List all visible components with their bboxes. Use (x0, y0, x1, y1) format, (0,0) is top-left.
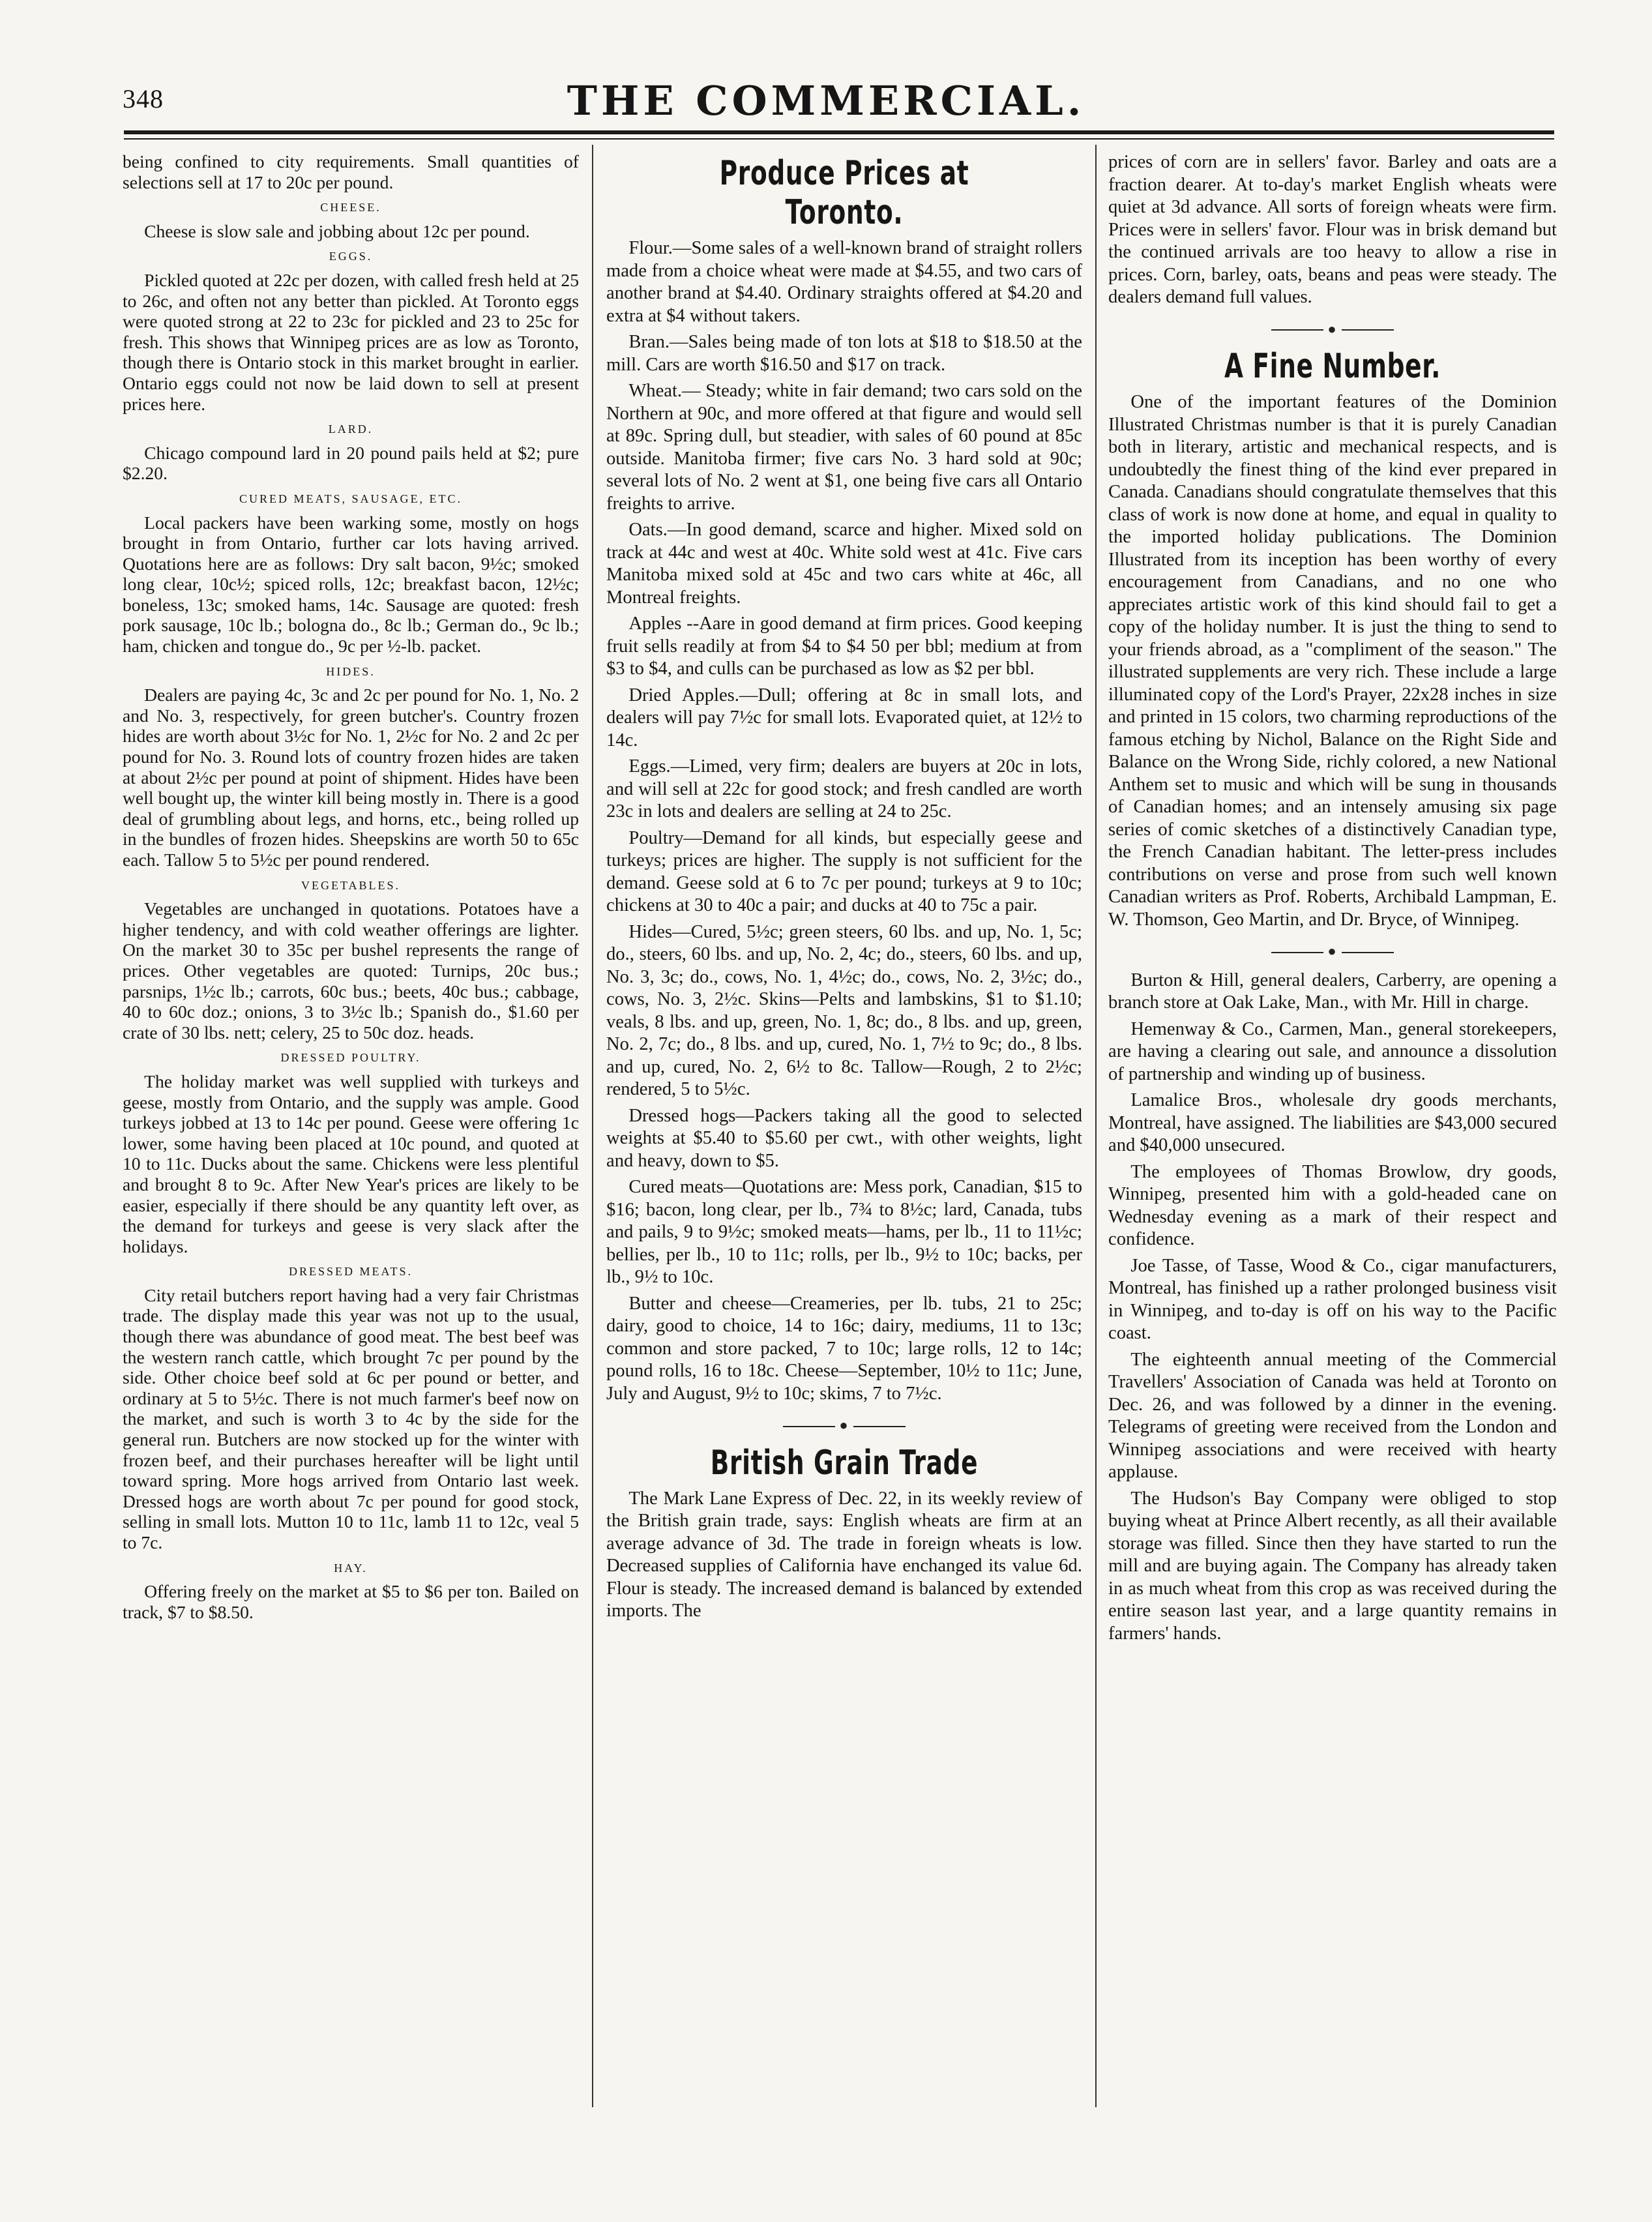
column-3 (1108, 151, 1557, 2114)
headline-british-grain: British Grain Trade (710, 1443, 979, 1483)
subhead-hides: HIDES. (326, 664, 376, 678)
headline-fine-number: A Fine Number. (1224, 347, 1441, 386)
paragraph-eggs: Pickled quoted at 22c per dozen, with called fresh held at 25 to 26c, and often not any better than pickled. At Toronto eggs were quoted strong at 22 to 23c for pickled and 23 to 25c for fresh. This shows that Winnipeg prices are as low as Toronto, though there is Ontario stock in this market brought in earlier. Ontario eggs could not now be laid down to sell at present prices here. (123, 269, 579, 414)
paragraph-travellers: The eighteenth annual meeting of the Commercial Travellers' Association of Canada was held at Toronto on Dec. 26, and was followed by a dinner in the evening. Telegrams of greeting were received from the London and Winnipeg associations and were received with hearty applause. (1108, 1349, 1557, 1482)
paragraph-dried-apples: Dried Apples.—Dull; offering at 8c in small lots, and dealers will pay 7½c for small lots. Evaporated quiet, at 12½ to 14c. (606, 685, 1082, 750)
subhead-eggs: EGGS. (329, 250, 373, 263)
paragraph-intro: being confined to city requirements. Small quantities of selections sell at 17 to 20c per pound. (123, 151, 579, 192)
page-number: 348 (123, 84, 164, 113)
paragraph-dressed-hogs: Dressed hogs—Packers taking all the good to selected weights at $5.40 to $5.60 per cwt., with other weights, light and heavy, down to $5. (606, 1105, 1082, 1171)
subhead-hay: HAY. (334, 1561, 368, 1575)
paragraph-grain-continued: prices of corn are in sellers' favor. Barley and oats are a fraction dearer. At to-day's market English wheats were quiet at 3d advance. All sorts of foreign wheats were firm. Prices were in sellers' favor. Flour was in brisk demand but the continued arrivals are too heavy to allow a rise in prices. Corn, barley, oats, beans and peas were steady. The dealers demand full values. (1108, 152, 1557, 307)
column-1 (123, 151, 579, 2114)
paragraph-cheese: Cheese is slow sale and jobbing about 12c per pound. (144, 220, 530, 241)
paragraph-fine-number: One of the important features of the Dominion Illustrated Christmas number is that it is purely Canadian both in literary, artistic and mechanical respects, and is undoubtedly the finest thing of the kind ever prepared in Canada. Canadians should congratulate themselves that this class of work is now done at home, and equal in quality to the imported holiday publications. The Dominion Illustrated from its inception has been worthy of every encouragement from Canadians, and no one who appreciates artistic work of this kind should fail to get a copy of the holiday number. It is just the thing to send to your friends abroad, as a "compliment of the season." The illustrated supplements are very rich. These include a large illuminated copy of the Lord's Prayer, 22x28 inches in size and printed in 15 colors, two charming reproductions of the famous etching by Nichol, Balance on the Right Side and Balance on the Wrong Side, richly colored, a new National Anthem set to music and which will be sung in thousands of Canadian homes; and an intensely amusing six page series of comic sketches of a distinctively Canadian type, the French Canadian habitant. The letter-press includes contributions on verse and prose from such well known Canadian writers as Prof. Roberts, Archibald Lampman, E. W. Thomson, Geo Martin, and Dr. Bryce, of Winnipeg. (1108, 392, 1557, 930)
paragraph-dressed-poultry: The holiday market was well supplied with turkeys and geese, mostly from Ontario, and the supply was ample. Good turkeys jobbed at 13 to 14c per pound. Geese were offering 1c lower, some having been placed at 10c pound, and quoted at 10 to 11c. Ducks about the same. Chickens were less plentiful and brought 8 to 9c. After New Year's prices are likely to be easier, especially if there should be any quantity left over, as the demand for turkeys and geese is very slack after the holidays. (123, 1071, 579, 1256)
paragraph-bran: Bran.—Sales being made of ton lots at $18 to $18.50 at the mill. Cars are worth $16.50 and $17 on track. (606, 332, 1082, 375)
paragraph-british-grain: The Mark Lane Express of Dec. 22, in its weekly review of the British grain trade, says: English wheats are firm at an average advance of 3d. The trade in foreign wheats is low. Decreased supplies of California have enchanged its value 6d. Flour is steady. The increased demand is balanced by extended imports. The (606, 1488, 1082, 1621)
paragraph-cured-meats-toronto: Cured meats—Quotations are: Mess pork, Canadian, $15 to $16; bacon, long clear, per lb., 7¾ to 8½c; lard, Canada, tubs and pails, 9 to 9½c; smoked meats—hams, per lb., 11 to 11½c; bellies, per lb., 10 to 11c; rolls, per lb., 9½ to 10c; backs, per lb., 9½ to 10c. (606, 1177, 1082, 1287)
subhead-vegetables: VEGETABLES. (301, 878, 401, 892)
column-2 (606, 151, 1082, 2114)
paragraph-flour: Flour.—Some sales of a well-known brand of straight rollers made from a choice wheat were made at $4.55, and two cars of another brand at $4.40. Ordinary straights offered at $4.20 and extra at $4 without takers. (606, 238, 1082, 326)
paragraph-poultry-toronto: Poultry—Demand for all kinds, but especially geese and turkeys; prices are higher. The supply is not sufficient for the demand. Geese sold at 6 to 7c per pound; turkeys at 9 to 10c; chickens at 30 to 40c a pair; and ducks at 40 to 75c a pair. (606, 827, 1082, 915)
paragraph-dressed-meats: City retail butchers report having had a very fair Christmas trade. The display made this year was not up to the usual, though there was abundance of good meat. The best beef was the western ranch cattle, which brought 7c per pound by the side. Other choice beef sold at 6c per pound or better, and ordinary at 5 to 5½c. There is not much farmer's beef now on the market, and such is worth 3 to 4c by the side for the general run. Butchers are now stocked up for the winter with frozen beef, and their purchases hereafter will be light until toward spring. More hogs arrived from Ontario last week. Dressed hogs are worth about 7c per pound for good stock, selling in small lots. Mutton 10 to 11c, lamb 11 to 12c, veal 5 to 7c. (123, 1284, 579, 1552)
column-divider-1 (592, 145, 593, 2107)
paragraph-wheat: Wheat.— Steady; white in fair demand; two cars sold on the Northern at 90c, and more offered at that figure and would sell at 89c. Spring dull, but steadier, with sales of 60 pound at 85c outside. Manitoba firmer; five cars No. 3 hard sold at 90c; several lots of No. 2 went at $1, one being five cars all Ontario freights to arrive. (606, 381, 1082, 514)
paragraph-lamalice: Lamalice Bros., wholesale dry goods merchants, Montreal, have assigned. The liabilities are $43,000 secured and $40,000 unsecured. (1108, 1090, 1557, 1155)
subhead-cured-meats: CURED MEATS, SAUSAGE, ETC. (239, 492, 463, 505)
paragraph-hudsons-bay: The Hudson's Bay Company were obliged to stop buying wheat at Prince Albert recently, as all their available storage was filled. Since then they have started to run the mill and are buying again. The Company has already taken in as much wheat from this crop as was received during the entire season last year, and a large quantity remains in farmers' hands. (1108, 1488, 1557, 1644)
paragraph-hides: Dealers are paying 4c, 3c and 2c per pound for No. 1, No. 2 and No. 3, respectively, for green butcher's. Country frozen hides are worth about 3½c for No. 1, 2½c for No. 2 and 2c per pound for No. 3. Round lots of country frozen hides are taken at about 2½c per pound at point of shipment. Hides have been well bought up, the winter kill being mostly in. There is a good deal of grumbling about legs, and horns, etc., being rolled up in the bundles of frozen hides. Sheepskins are worth 50 to 65c each. Tallow 5 to 5½c per pound rendered. (123, 685, 579, 870)
column-divider-2 (1095, 145, 1097, 2107)
subhead-dressed-poultry: DRESSED POULTRY. (280, 1051, 421, 1065)
paragraph-tasse: Joe Tasse, of Tasse, Wood & Co., cigar manufacturers, Montreal, has finished up a rather prolonged business visit in Winnipeg, and to-day is off on his way to the Pacific coast. (1108, 1255, 1557, 1343)
paragraph-browlow: The employees of Thomas Browlow, dry goods, Winnipeg, presented him with a gold-headed cane on Wednesday evening as a mark of their respect and confidence. (1108, 1161, 1557, 1249)
subhead-dressed-meats: DRESSED MEATS. (288, 1265, 413, 1279)
headline-toronto-prices: Produce Prices at Toronto. (719, 154, 969, 232)
paragraph-hay: Offering freely on the market at $5 to $6 per ton. Bailed on track, $7 to $8.50. (123, 1581, 579, 1622)
paragraph-hides-toronto: Hides—Cured, 5½c; green steers, 60 lbs. and up, No. 1, 5c; do., steers, 60 lbs. and up, No. 2, 4c; do., steers, 60 lbs. and up, No. 3, 3c; do., cows, No. 1, 4½c; do., cows, No. 2, 3½c; do., cows, No. 3, 2½c. Skins—Pelts and lambskins, $1 to $1.10; veals, 8 lbs. and up, green, No. 1, 8c; do., 8 lbs. and up, green, No. 2, 7c; do., 8 lbs. and up, cured, No. 1, 7½ to 9c; do., 8 lbs. and up, cured, No. 2, 6½ to 8c. Tallow—Rough, 2 to 2½c; rendered, 5 to 5½c. (606, 921, 1082, 1099)
masthead-title: THE COMMERCIAL. (567, 77, 1085, 125)
paragraph-oats: Oats.—In good demand, scarce and higher. Mixed sold on track at 44c and west at 40c. White sold west at 41c. Five cars Manitoba mixed sold at 45c and two cars white at 46c, all Montreal freights. (606, 520, 1082, 608)
section-ornament: ● (1108, 940, 1557, 963)
paragraph-butter-cheese: Butter and cheese—Creameries, per lb. tubs, 21 to 25c; dairy, good to choice, 14 to 16c; dairy, mediums, 11 to 13c; common and store packed, 7 to 10c; large rolls, 12 to 14c; pound rolls, 16 to 18c. Cheese—September, 10½ to 11c; June, July and August, 9½ to 10c; skims, 7 to 7½c. (606, 1293, 1082, 1404)
subhead-lard: LARD. (328, 422, 374, 436)
section-ornament: ● (1108, 318, 1557, 341)
paragraph-eggs-toronto: Eggs.—Limed, very firm; dealers are buyers at 20c in lots, and will sell at 22c for good stock; and fresh candled are worth 23c in lots and dealers are selling at 24 to 25c. (606, 756, 1082, 822)
paragraph-hemenway: Hemenway & Co., Carmen, Man., general storekeepers, are having a clearing out sale, and announce a dissolution of partnership and winding up of business. (1108, 1018, 1557, 1084)
paragraph-burton-hill: Burton & Hill, general dealers, Carberry, are opening a branch store at Oak Lake, Man., with Mr. Hill in charge. (1108, 970, 1557, 1013)
section-ornament: ● (606, 1414, 1082, 1437)
paragraph-vegetables: Vegetables are unchanged in quotations. Potatoes have a higher tendency, and with cold weather offerings are lighter. On the market 30 to 35c per bushel represents the range of prices. Other vegetables are quoted: Turnips, 20c bus.; parsnips, 1½c lb.; carrots, 60c bus.; beets, 40c bus.; cabbage, 40 to 60c doz.; onions, 3 to 3½c lb.; Spanish do., $1.60 per crate of 30 lbs. nett; celery, 25 to 50c doz. heads. (123, 898, 579, 1043)
subhead-cheese: CHEESE. (320, 201, 381, 215)
paragraph-cured-meats: Local packers have been warking some, mostly on hogs brought in from Ontario, further car lots having arrived. Quotations here are as follows: Dry salt bacon, 9½c; smoked long clear, 10c½; spiced rolls, 12c; breakfast bacon, 12½c; boneless, 13c; smoked hams, 14c. Sausage are quoted: fresh pork sausage, 10c lb.; bologna do., 8c lb.; German do., 9c lb.; ham, chicken and tongue do., 9c per ½-lb. packet. (123, 512, 579, 657)
paragraph-lard: Chicago compound lard in 20 pound pails held at $2; pure $2.20. (123, 442, 579, 484)
paragraph-apples: Apples --Aare in good demand at firm prices. Good keeping fruit sells readily at from $4 to $4 50 per bbl; medium at from $3 to $4, and culls can be purchased as low as $2 per bbl. (606, 614, 1082, 679)
header-rule-thin (124, 138, 1554, 140)
header-rule-thick (124, 130, 1554, 134)
